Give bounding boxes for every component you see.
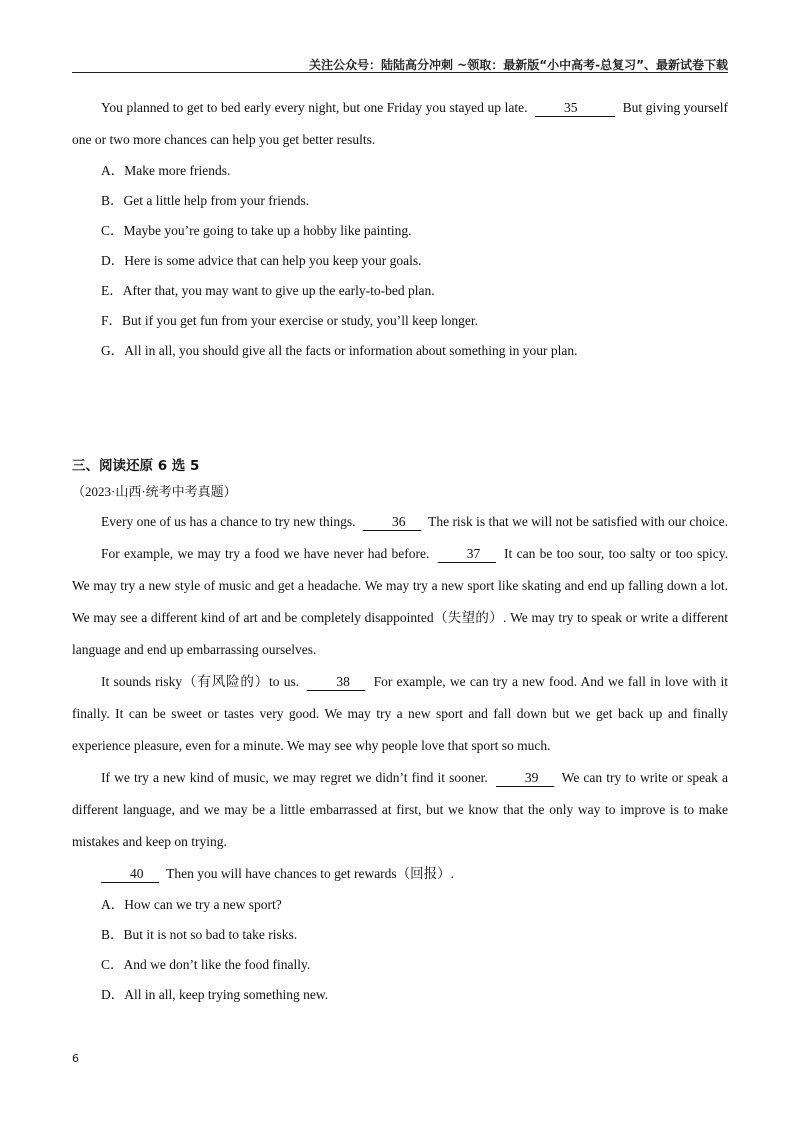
option-e: E．After that, you may want to give up the early-to-bed plan. xyxy=(101,283,435,298)
option-b: B．Get a little help from your friends. xyxy=(101,193,310,208)
option-f: F．But if you get fun from your exercise or study, you’ll keep longer. xyxy=(101,313,479,328)
paragraph-36 xyxy=(72,506,728,538)
answer-blank-35[interactable]: 35 xyxy=(535,100,615,117)
option-d: D．Here is some advice that can help you keep your goals. xyxy=(101,253,422,268)
section-spacer xyxy=(72,366,728,454)
paragraph-text: We can try to write or speak a different language, and we may be a little embarrassed at first, but we know that the only way to improve is to make mistakes and keep on trying. xyxy=(72,770,728,849)
paragraph-text: The risk is that we will not be satisfied with our choice. xyxy=(428,514,729,529)
answer-blank-37[interactable]: 37 xyxy=(438,546,496,563)
paragraph-text: For example, we may try a food we have never had before. xyxy=(101,546,430,561)
page-number: 6 xyxy=(72,1052,79,1065)
section-title: 三、阅读还原 6 选 5 xyxy=(72,458,200,474)
paragraph-text: It sounds risky（有风险的）to us. xyxy=(101,674,300,689)
paragraph-39 xyxy=(72,762,728,858)
paragraph-37 xyxy=(72,538,728,666)
paragraph-text: It can be too sour, too salty or too spicy. We may try a new style of music and get a headache. We may try a new sport like skating and end up falling down a lot. We may see a different kind of art and be completely disappointed（失望的）. We may try to speak or write a different language and end up embarrassing ourselves. xyxy=(72,546,729,657)
answer-blank-40[interactable]: 40 xyxy=(101,866,159,883)
option-g: G．All in all, you should give all the facts or information about something in your plan. xyxy=(101,343,578,358)
page-header: 关注公众号：陆陆高分冲刺 ~领取：最新版“小中高考-总复习”、最新试卷下载 xyxy=(309,58,728,72)
question-source: （2023·山西·统考中考真题） xyxy=(72,484,237,499)
answer-blank-38[interactable]: 38 xyxy=(307,674,365,691)
option-b: B．But it is not so bad to take risks. xyxy=(101,927,298,942)
paragraph-text: But giving yourself one or two more chances can help you get better results. xyxy=(72,100,729,147)
paragraph-text: You planned to get to bed early every night, but one Friday you stayed up late. xyxy=(101,100,528,115)
option-c: C．Maybe you’re going to take up a hobby like painting. xyxy=(101,223,412,238)
paragraph-40 xyxy=(72,858,728,890)
paragraph-text: Every one of us has a chance to try new things. xyxy=(101,514,356,529)
paragraph-38 xyxy=(72,666,728,762)
page-content xyxy=(72,92,728,1010)
answer-blank-36[interactable]: 36 xyxy=(363,514,421,531)
paragraph-35 xyxy=(72,92,728,156)
option-d: D．All in all, keep trying something new. xyxy=(101,987,329,1002)
answer-blank-39[interactable]: 39 xyxy=(496,770,554,787)
option-a: A．How can we try a new sport? xyxy=(101,897,282,912)
paragraph-text: If we try a new kind of music, we may regret we didn’t find it sooner. xyxy=(101,770,488,785)
paragraph-text: For example, we can try a new food. And we fall in love with it finally. It can be sweet or tastes very good. We may try a new sport and fall down but we get back up and finally experience pleasure, even for a minute. We may see why people love that sport so much. xyxy=(72,674,729,753)
header-divider xyxy=(72,72,728,73)
paragraph-text: Then you will have chances to get rewards（回报）. xyxy=(166,866,455,881)
option-a: A．Make more friends. xyxy=(101,163,231,178)
option-c: C．And we don’t like the food finally. xyxy=(101,957,311,972)
